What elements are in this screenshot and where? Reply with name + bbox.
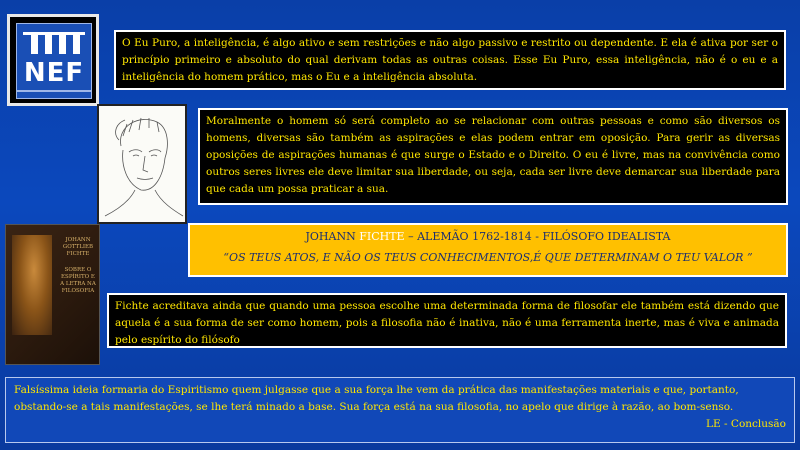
footer-quote bbox=[5, 377, 795, 443]
portrait-sketch-icon bbox=[99, 106, 185, 222]
footer-signature: LE - Conclusão bbox=[706, 418, 786, 430]
quote-eu-puro: O Eu Puro, a inteligência, é algo ativo e sem restrições e não algo passivo e restrito ou dependente. E ela é ativa por ser o princípio primeiro e absoluto do qual derivam todas as outras coisas. Esse Eu Puro, essa inteligência, não é o eu e a inteligência do homem prático, mas o Eu e a inteligência absoluta. bbox=[114, 30, 786, 90]
banner-motto: “OS TEUS ATOS, E NÃO OS TEUS CONHECIMENTOS,É QUE DETERMINAM O TEU VALOR ” bbox=[223, 251, 753, 264]
nef-logo bbox=[7, 14, 99, 106]
logo-columns-icon bbox=[25, 32, 83, 54]
quote-moral: Moralmente o homem só será completo ao se relacionar com outras pessoas e como são diversos os homens, diversas são também as aspirações e elas podem entrar em oposição. Para gerir as diversas oposições de aspirações humanas é que surge o Estado e o Direito. O eu é livre, mas na convivência como outros seres livres ele deve limitar sua liberdade, ou seja, cada ser livre deve demarcar sua liberdade para que cada um possa praticar a sua. bbox=[198, 108, 788, 205]
footer-text: Falsíssima ideia formaria do Espiritismo quem julgasse que a sua força lhe vem da prática das manifestações materiais e que, portanto, obstando-se a tais manifestações, se lhe terá minado a base. Sua força está na sua filosofia, no apelo que dirige à razão, ao bom-senso. bbox=[14, 384, 739, 413]
book-cover bbox=[5, 224, 100, 365]
book-portrait-painting bbox=[12, 235, 52, 335]
fichte-portrait bbox=[97, 104, 187, 224]
quote-filosofia: Fichte acreditava ainda que quando uma pessoa escolhe uma determinada forma de filosofar ele também está dizendo que aquela é a sua forma de ser como homem, pois a filosofia não é inativa, não é uma ferramenta inerte, mas é viva e animada pelo espírito do filósofo bbox=[107, 293, 787, 348]
fichte-banner bbox=[188, 223, 788, 277]
book-author: JOHANN GOTTLIEB FICHTE bbox=[62, 237, 94, 257]
banner-name: JOHANN FICHTE – ALEMÃO 1762-1814 - FILÓSOFO IDEALISTA bbox=[305, 230, 671, 243]
book-title: SOBRE O ESPÍRITO E A LETRA NA FILOSOFIA bbox=[60, 267, 96, 294]
logo-emblem bbox=[16, 23, 92, 99]
logo-text: NEF bbox=[23, 58, 85, 88]
